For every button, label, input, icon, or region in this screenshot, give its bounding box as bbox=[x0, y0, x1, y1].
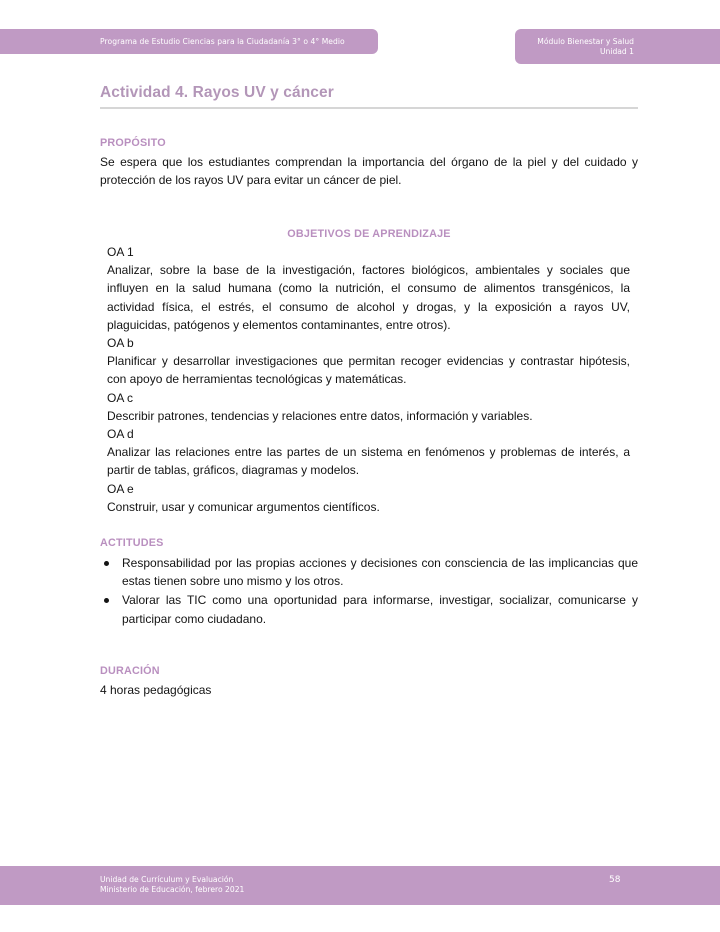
objetivos-heading: OBJETIVOS DE APRENDIZAJE bbox=[287, 228, 451, 240]
objective-code: OA c bbox=[107, 390, 134, 405]
objective-text: Analizar, sobre la base de la investigación, factores biológicos, ambientales y sociales que influyen en la salud humana (como la nutrición, el consumo de alimentos transgénicos, la actividad física, el estrés, el consumo de alcohol y drogas, y la exposición a rayos UV, plaguicidas, patógenos y elementos contaminantes, entre otros). bbox=[107, 263, 630, 332]
objective-item bbox=[107, 425, 630, 480]
actitud-item bbox=[100, 554, 638, 590]
header-module-band bbox=[515, 29, 720, 64]
actitud-text: Valorar las TIC como una oportunidad para informarse, investigar, socializar, comunicarse y participar como ciudadano. bbox=[122, 593, 638, 626]
title-divider bbox=[100, 107, 638, 109]
bullet-icon bbox=[104, 598, 109, 603]
activity-title: Actividad 4. Rayos UV y cáncer bbox=[100, 84, 334, 101]
objective-item bbox=[107, 334, 630, 389]
footer-ministry: Ministerio de Educación, febrero 2021 bbox=[100, 885, 245, 894]
header-program-band bbox=[0, 29, 378, 54]
objective-item bbox=[107, 243, 630, 334]
actitudes-list bbox=[100, 554, 638, 629]
objetivos-list bbox=[107, 243, 630, 516]
objective-item bbox=[107, 480, 630, 516]
unit-name: Unidad 1 bbox=[599, 47, 634, 56]
footer-unit: Unidad de Currículum y Evaluación bbox=[100, 875, 234, 884]
actitud-item bbox=[100, 591, 638, 627]
module-name: Módulo Bienestar y Salud bbox=[537, 37, 634, 46]
objective-item bbox=[107, 389, 630, 425]
objective-text: Describir patrones, tendencias y relaciones entre datos, información y variables. bbox=[107, 408, 533, 423]
objective-code: OA e bbox=[107, 481, 134, 496]
objective-text: Planificar y desarrollar investigaciones que permitan recoger evidencias y contrastar hipótesis, con apoyo de herramientas tecnológicas y matemáticas. bbox=[107, 354, 630, 387]
footer-band bbox=[0, 866, 720, 905]
duracion-text: 4 horas pedagógicas bbox=[100, 683, 212, 697]
duracion-heading: DURACIÓN bbox=[100, 665, 160, 677]
actitud-text: Responsabilidad por las propias acciones y decisiones con consciencia de las implicancias que estas tienen sobre uno mismo y los otros. bbox=[122, 556, 638, 589]
objective-code: OA d bbox=[107, 427, 134, 442]
objective-code: OA 1 bbox=[107, 245, 134, 259]
page-number: 58 bbox=[609, 875, 621, 885]
program-title: Programa de Estudio Ciencias para la Ciudadanía 3° o 4° Medio bbox=[100, 37, 345, 46]
objective-text: Analizar las relaciones entre las partes de un sistema en fenómenos y problemas de interés, a partir de tablas, gráficos, diagramas y modelos. bbox=[107, 445, 630, 478]
objective-code: OA b bbox=[107, 336, 134, 351]
proposito-text: Se espera que los estudiantes comprendan la importancia del órgano de la piel y del cuidado y protección de los rayos UV para evitar un cáncer de piel. bbox=[100, 155, 638, 188]
bullet-icon bbox=[104, 561, 109, 566]
actitudes-heading: ACTITUDES bbox=[100, 537, 164, 549]
proposito-heading: PROPÓSITO bbox=[100, 137, 166, 149]
objective-text: Construir, usar y comunicar argumentos científicos. bbox=[107, 499, 380, 514]
